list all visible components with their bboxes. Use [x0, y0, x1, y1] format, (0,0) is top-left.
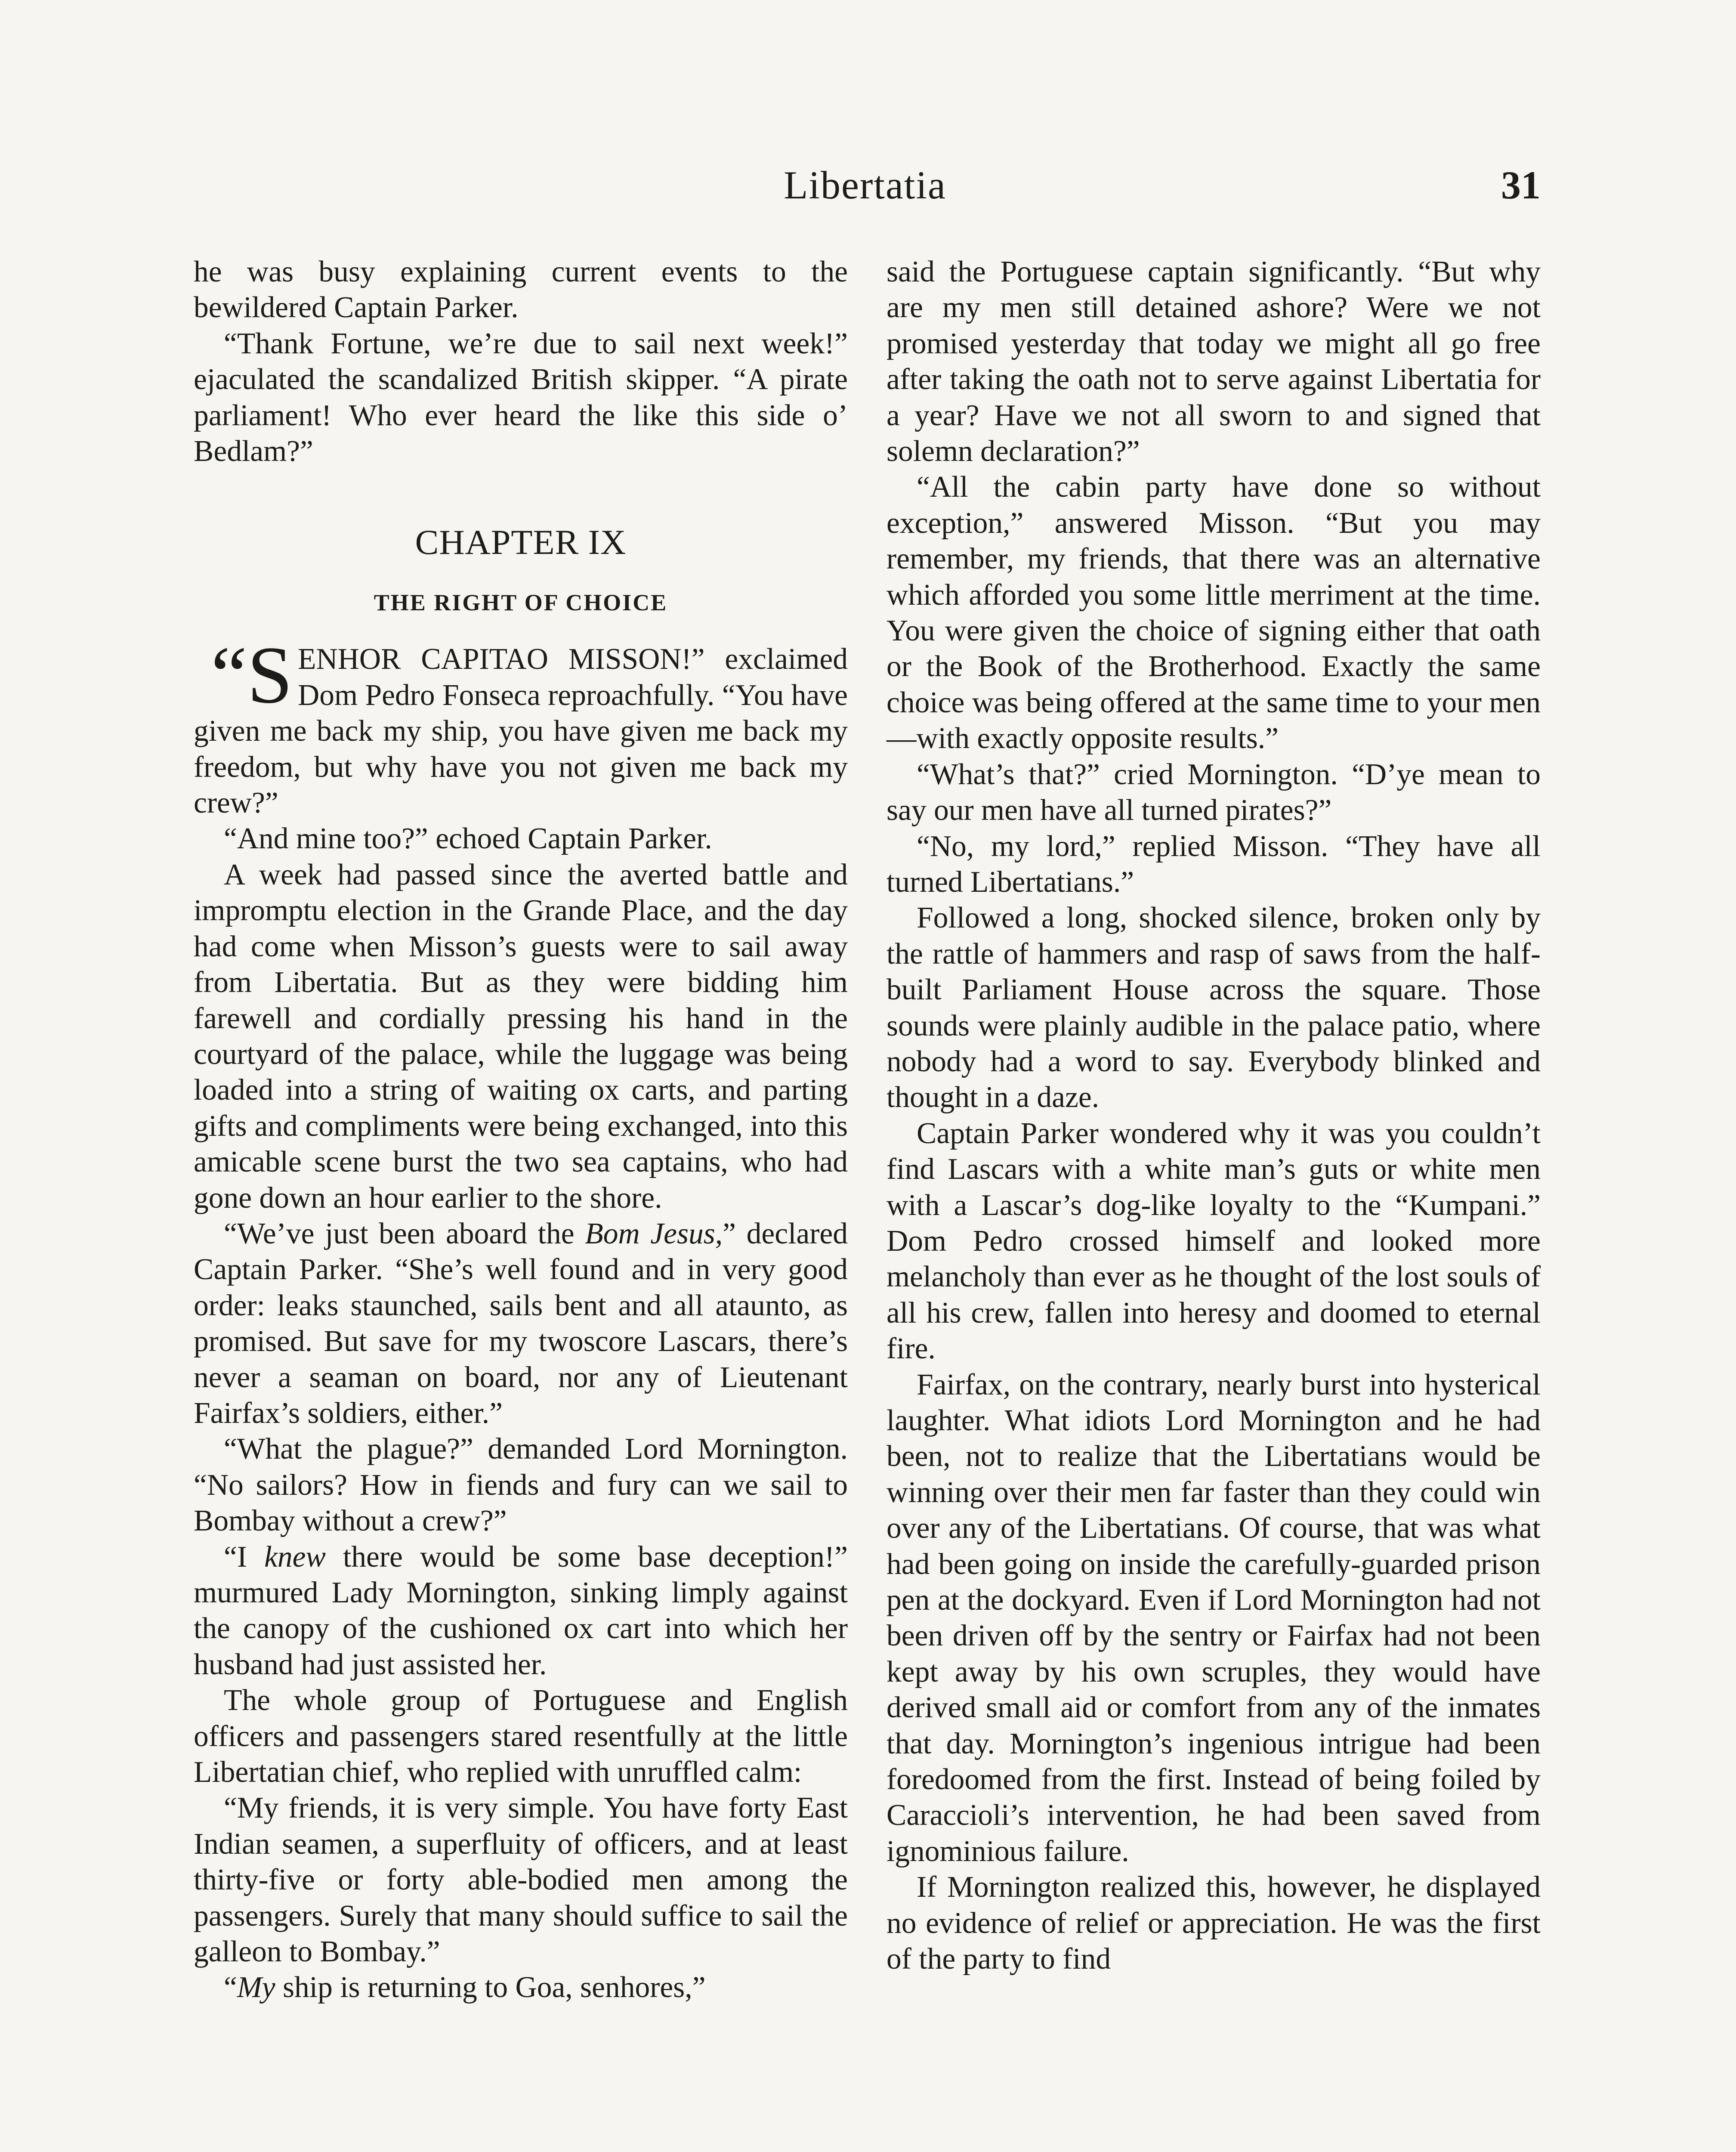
drop-cap-letter: S [247, 630, 293, 721]
paragraph: The whole group of Portuguese and English officers and passengers stared resentfully at the little Libertatian chief, who replied with unruffled calm: [194, 1684, 848, 1789]
text-run: “ [224, 1971, 237, 2004]
paragraph: he was busy explaining current events to the bewildered Captain Parker. [194, 255, 848, 325]
chapter-subtitle: THE RIGHT OF CHOICE [374, 590, 668, 616]
chapter-title: CHAPTER IX [415, 523, 627, 562]
paragraph: “My friends, it is very simple. You have forty East Indian seamen, a superfluity of officers, and at least thirty-five or forty able-bodied men among the passengers. Surely that many should suffice to sail the galleon to Bombay.” [194, 1791, 848, 1969]
paragraph: “No, my lord,” replied Misson. “They have all turned Libertatians.” [887, 829, 1541, 899]
emphasis: My [237, 1971, 275, 2004]
paragraph: “What’s that?” cried Mornington. “D’ye mean to say our men have all turned pirates?” [887, 758, 1541, 827]
paragraph [194, 1216, 848, 1431]
paragraph: Captain Parker wondered why it was you couldn’t find Lascars with a white man’s guts or white men with a Lascar’s dog-like loyalty to the “Kumpani.” Dom Pedro crossed himself and looked more melancholy than ever as he thought of the lost souls of all his crew, fallen into heresy and doomed to eternal fire. [887, 1116, 1541, 1366]
page-header [189, 159, 1541, 228]
page-number: 31 [1501, 163, 1541, 207]
opening-paragraph-text: ENHOR CAPITAO MISSON!” exclaimed Dom Pedro Fonseca reproachfully. “You have given me back my ship, you have given me back my freedom, but why have you not given me back my crew?” [194, 643, 848, 820]
paragraph: “And mine too?” echoed Captain Parker. [224, 822, 712, 856]
text-run: “We’ve just been aboard the [224, 1217, 585, 1250]
text-run: there would be some base deception!” murmured Lady Mornington, sinking limply against the canopy of the cushioned ox cart into which her husband had just assisted her. [194, 1540, 848, 1681]
paragraph: “What the plague?” demanded Lord Mornington. “No sailors? How in fiends and fury can we sail to Bombay without a crew?” [194, 1432, 848, 1538]
paragraph: said the Portuguese captain significantly. “But why are my men still detained ashore? Were we not promised yesterday that today we might all go free after taking the oath not to serve against Libertatia for a year? Have we not all sworn to and signed that solemn declaration?” [887, 255, 1541, 468]
paragraph: Followed a long, shocked silence, broken only by the rattle of hammers and rasp of saws from the half-built Parliament House across the square. Those sounds were plainly audible in the palace patio, where nobody had a word to say. Everybody blinked and thought in a daze. [887, 901, 1541, 1114]
text-run: ship is returning to Goa, senhores,” [275, 1971, 706, 2004]
drop-cap [211, 630, 293, 721]
opening-paragraph [194, 630, 848, 821]
ship-name: Bom Jesus, [585, 1217, 723, 1250]
paragraph: “All the cabin party have done so without exception,” answered Misson. “But you may remember, my friends, that there was an alternative which afforded you some little merriment at the time. You were given the choice of signing either that oath or the Book of the Brotherhood. Exactly the same choice was being offered at the same time to your men—with exactly opposite results.” [887, 470, 1541, 755]
emphasis: knew [264, 1540, 326, 1574]
running-title: Libertatia [784, 163, 946, 207]
paragraph: A week had passed since the averted battle and impromptu election in the Grande Place, and the day had come when Misson’s guests were to sail away from Libertatia. But as they were bidding him farewell and cordially pressing his hand in the courtyard of the palace, while the luggage was being loaded into a string of waiting ox carts, and parting gifts and compliments were being exchanged, into this amicable scene burst the two sea captains, who had gone down an hour earlier to the shore. [194, 858, 848, 1215]
right-column [887, 254, 1541, 1977]
left-column [194, 254, 848, 2006]
paragraph: If Mornington realized this, however, he displayed no evidence of relief or appreciation. He was the first of the party to find [887, 1871, 1541, 1976]
paragraph [194, 1970, 848, 2005]
text-run: “I [224, 1540, 265, 1574]
drop-cap-quote: “ [211, 630, 247, 721]
text-run: ” declared Captain Parker. “She’s well found and in very good order: leaks staunched, sails bent and all ataunto, as promised. But save for my twoscore Lascars, there’s never a seaman on board, nor any of Lieutenant Fairfax’s soldiers, either.” [194, 1217, 848, 1430]
paragraph: “Thank Fortune, we’re due to sail next week!” ejaculated the scandalized British skipper. “A pirate parliament! Who ever heard the like this side o’ Bedlam?” [194, 327, 848, 468]
paragraph: Fairfax, on the contrary, nearly burst into hysterical laughter. What idiots Lord Mornington and he had been, not to realize that the Libertatians would be winning over their men far faster than they could win over any of the Libertatians. Of course, that was what had been going on inside the carefully-guarded prison pen at the dockyard. Even if Lord Mornington had not been driven off by the sentry or Fairfax had not been kept away by his own scruples, they would have derived small aid or comfort from any of the inmates that day. Mornington’s ingenious intrigue had been foredoomed from the first. Instead of being foiled by Caraccioli’s intervention, he had been saved from ignominious failure. [887, 1368, 1541, 1868]
paragraph [194, 1539, 848, 1683]
